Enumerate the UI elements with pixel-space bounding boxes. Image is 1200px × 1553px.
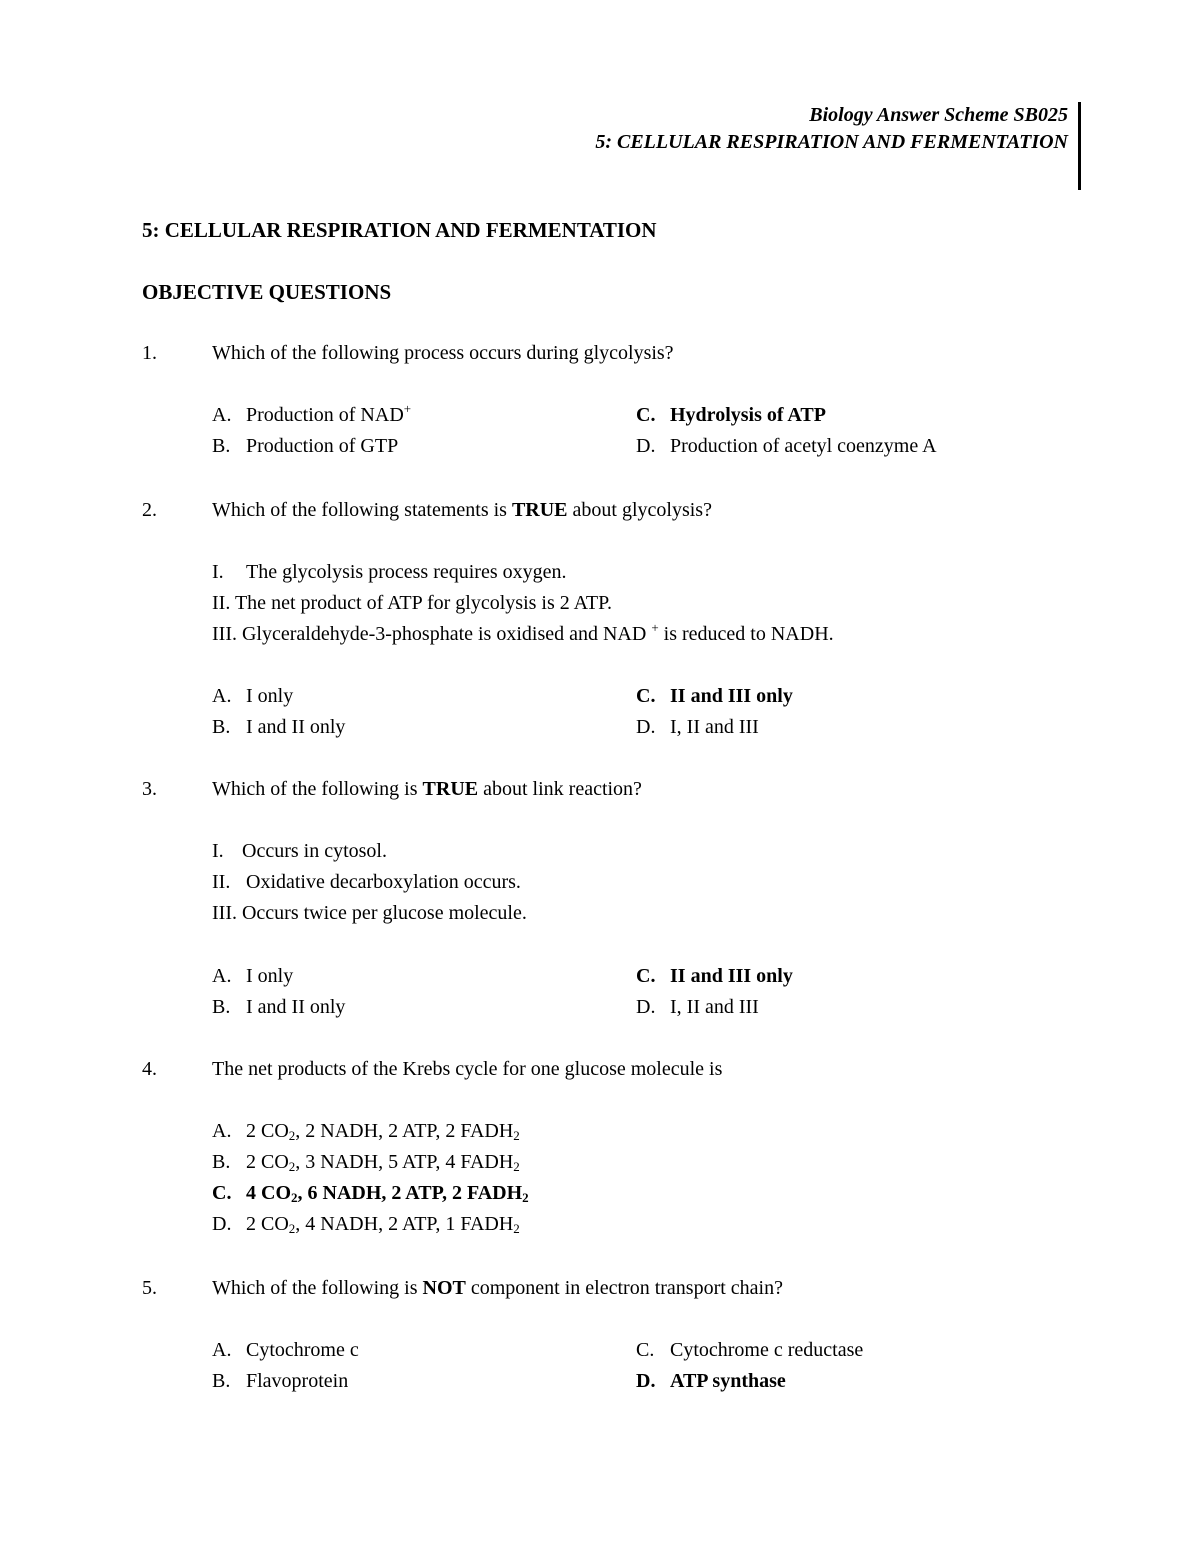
option-d-answer <box>636 1370 786 1393</box>
statement-text: is reduced to NADH. <box>658 623 834 645</box>
roman-numeral: II. <box>212 592 231 614</box>
option-text: I and II only <box>246 996 346 1018</box>
option-text: II and III only <box>670 965 793 987</box>
option-label: D. <box>636 1370 656 1392</box>
roman-numeral: I. <box>212 561 224 583</box>
option-text: Cytochrome c <box>246 1339 359 1361</box>
option-label: C. <box>636 1339 655 1361</box>
statement-iii <box>212 902 527 925</box>
option-c-answer <box>212 1182 529 1205</box>
superscript: + <box>403 401 412 416</box>
subscript: 2 <box>291 1190 298 1205</box>
option-label: A. <box>212 685 232 707</box>
subscript: 2 <box>513 1221 520 1236</box>
option-b <box>212 1151 520 1174</box>
option-text: 4 CO <box>246 1182 291 1204</box>
header-vertical-rule <box>1078 102 1081 190</box>
option-text: I only <box>246 965 294 987</box>
option-d <box>636 435 937 458</box>
statement-text: Oxidative decarboxylation occurs. <box>246 871 521 893</box>
option-c-answer <box>636 404 826 427</box>
question-stem: Which of the following process occurs during glycolysis? <box>212 342 674 364</box>
option-b <box>212 435 398 458</box>
option-label: B. <box>212 435 231 457</box>
option-text: , 4 NADH, 2 ATP, 1 FADH <box>295 1213 514 1235</box>
question-number: 4. <box>142 1058 157 1080</box>
option-text: II and III only <box>670 685 793 707</box>
option-d <box>636 996 759 1019</box>
statement-text: Occurs twice per glucose molecule. <box>241 902 527 924</box>
option-label: B. <box>212 996 231 1018</box>
option-label: D. <box>636 435 656 457</box>
statement-iii <box>212 620 834 646</box>
statement-text: The glycolysis process requires oxygen. <box>246 561 567 583</box>
question-stem <box>212 499 712 522</box>
stem-emphasis: NOT <box>422 1277 466 1299</box>
roman-numeral: III. <box>212 902 237 924</box>
stem-emphasis: TRUE <box>422 778 479 800</box>
option-text: 2 CO <box>246 1213 289 1235</box>
subscript: 2 <box>288 1221 296 1236</box>
option-label: C. <box>636 404 656 426</box>
option-text: I, II and III <box>670 716 759 738</box>
option-a <box>212 965 293 988</box>
stem-text: component in electron transport chain? <box>465 1277 783 1299</box>
option-text: Hydrolysis of ATP <box>670 404 826 426</box>
question-stem <box>212 778 642 801</box>
option-text: 2 CO <box>246 1151 289 1173</box>
stem-emphasis: TRUE <box>511 499 568 521</box>
option-label: B. <box>212 716 231 738</box>
statement-ii <box>212 871 521 894</box>
option-c-answer <box>636 965 793 988</box>
option-text: I only <box>246 685 294 707</box>
subscript: 2 <box>522 1190 529 1205</box>
option-text: I, II and III <box>670 996 759 1018</box>
option-a <box>212 401 412 427</box>
stem-text: Which of the following statements is <box>212 499 512 521</box>
option-label: A. <box>212 1339 232 1361</box>
option-a <box>212 1120 520 1143</box>
option-b <box>212 996 345 1019</box>
stem-text: about link reaction? <box>478 778 642 800</box>
subscript: 2 <box>288 1159 296 1174</box>
superscript: + <box>651 620 659 635</box>
option-label: C. <box>212 1182 232 1204</box>
question-number: 3. <box>142 778 157 800</box>
option-c-answer <box>636 685 793 708</box>
question-stem: The net products of the Krebs cycle for one glucose molecule is <box>212 1058 723 1080</box>
option-label: C. <box>636 685 656 707</box>
option-text: I and II only <box>246 716 346 738</box>
option-b <box>212 716 345 739</box>
option-text: , 6 NADH, 2 ATP, 2 FADH <box>297 1182 523 1204</box>
option-d <box>636 716 759 739</box>
option-label: C. <box>636 965 656 987</box>
option-label: A. <box>212 1120 232 1142</box>
option-d <box>212 1213 520 1236</box>
running-header-line1: Biology Answer Scheme SB025 <box>809 104 1068 126</box>
statement-i <box>212 840 387 863</box>
stem-text: Which of the following is <box>212 1277 423 1299</box>
option-text: Production of acetyl coenzyme A <box>670 435 937 457</box>
section-title: 5: CELLULAR RESPIRATION AND FERMENTATION <box>142 218 657 242</box>
option-text: Cytochrome c reductase <box>670 1339 864 1361</box>
subscript: 2 <box>513 1159 520 1174</box>
option-a <box>212 685 293 708</box>
option-text: , 2 NADH, 2 ATP, 2 FADH <box>295 1120 514 1142</box>
statement-text: Glyceraldehyde-3-phosphate is oxidised and NAD <box>241 623 652 645</box>
option-c <box>636 1339 863 1362</box>
option-text: Flavoprotein <box>246 1370 349 1392</box>
subsection-title: OBJECTIVE QUESTIONS <box>142 280 392 304</box>
option-label: D. <box>636 716 656 738</box>
statement-text: Occurs in cytosol. <box>242 840 387 862</box>
statement-i <box>212 561 566 584</box>
roman-numeral: I. <box>212 840 224 862</box>
option-label: A. <box>212 965 232 987</box>
option-text: Production of GTP <box>246 435 399 457</box>
question-number: 5. <box>142 1277 157 1299</box>
option-text: , 3 NADH, 5 ATP, 4 FADH <box>295 1151 514 1173</box>
roman-numeral: II. <box>212 871 231 893</box>
subscript: 2 <box>513 1128 520 1143</box>
option-text: Production of NAD <box>246 404 404 426</box>
roman-numeral: III. <box>212 623 237 645</box>
statement-text: The net product of ATP for glycolysis is 2 ATP. <box>234 592 612 614</box>
stem-text: Which of the following is <box>212 778 423 800</box>
option-text: ATP synthase <box>670 1370 786 1392</box>
option-label: B. <box>212 1151 231 1173</box>
option-a <box>212 1339 359 1362</box>
option-text: 2 CO <box>246 1120 289 1142</box>
stem-text: about glycolysis? <box>567 499 712 521</box>
subscript: 2 <box>288 1128 296 1143</box>
statement-ii <box>212 592 612 615</box>
question-number: 2. <box>142 499 157 521</box>
question-number: 1. <box>142 342 157 364</box>
option-label: B. <box>212 1370 231 1392</box>
option-label: D. <box>212 1213 232 1235</box>
option-b <box>212 1370 348 1393</box>
option-label: D. <box>636 996 656 1018</box>
question-stem <box>212 1277 783 1300</box>
running-header-line2: 5: CELLULAR RESPIRATION AND FERMENTATION <box>595 131 1068 153</box>
option-label: A. <box>212 404 232 426</box>
